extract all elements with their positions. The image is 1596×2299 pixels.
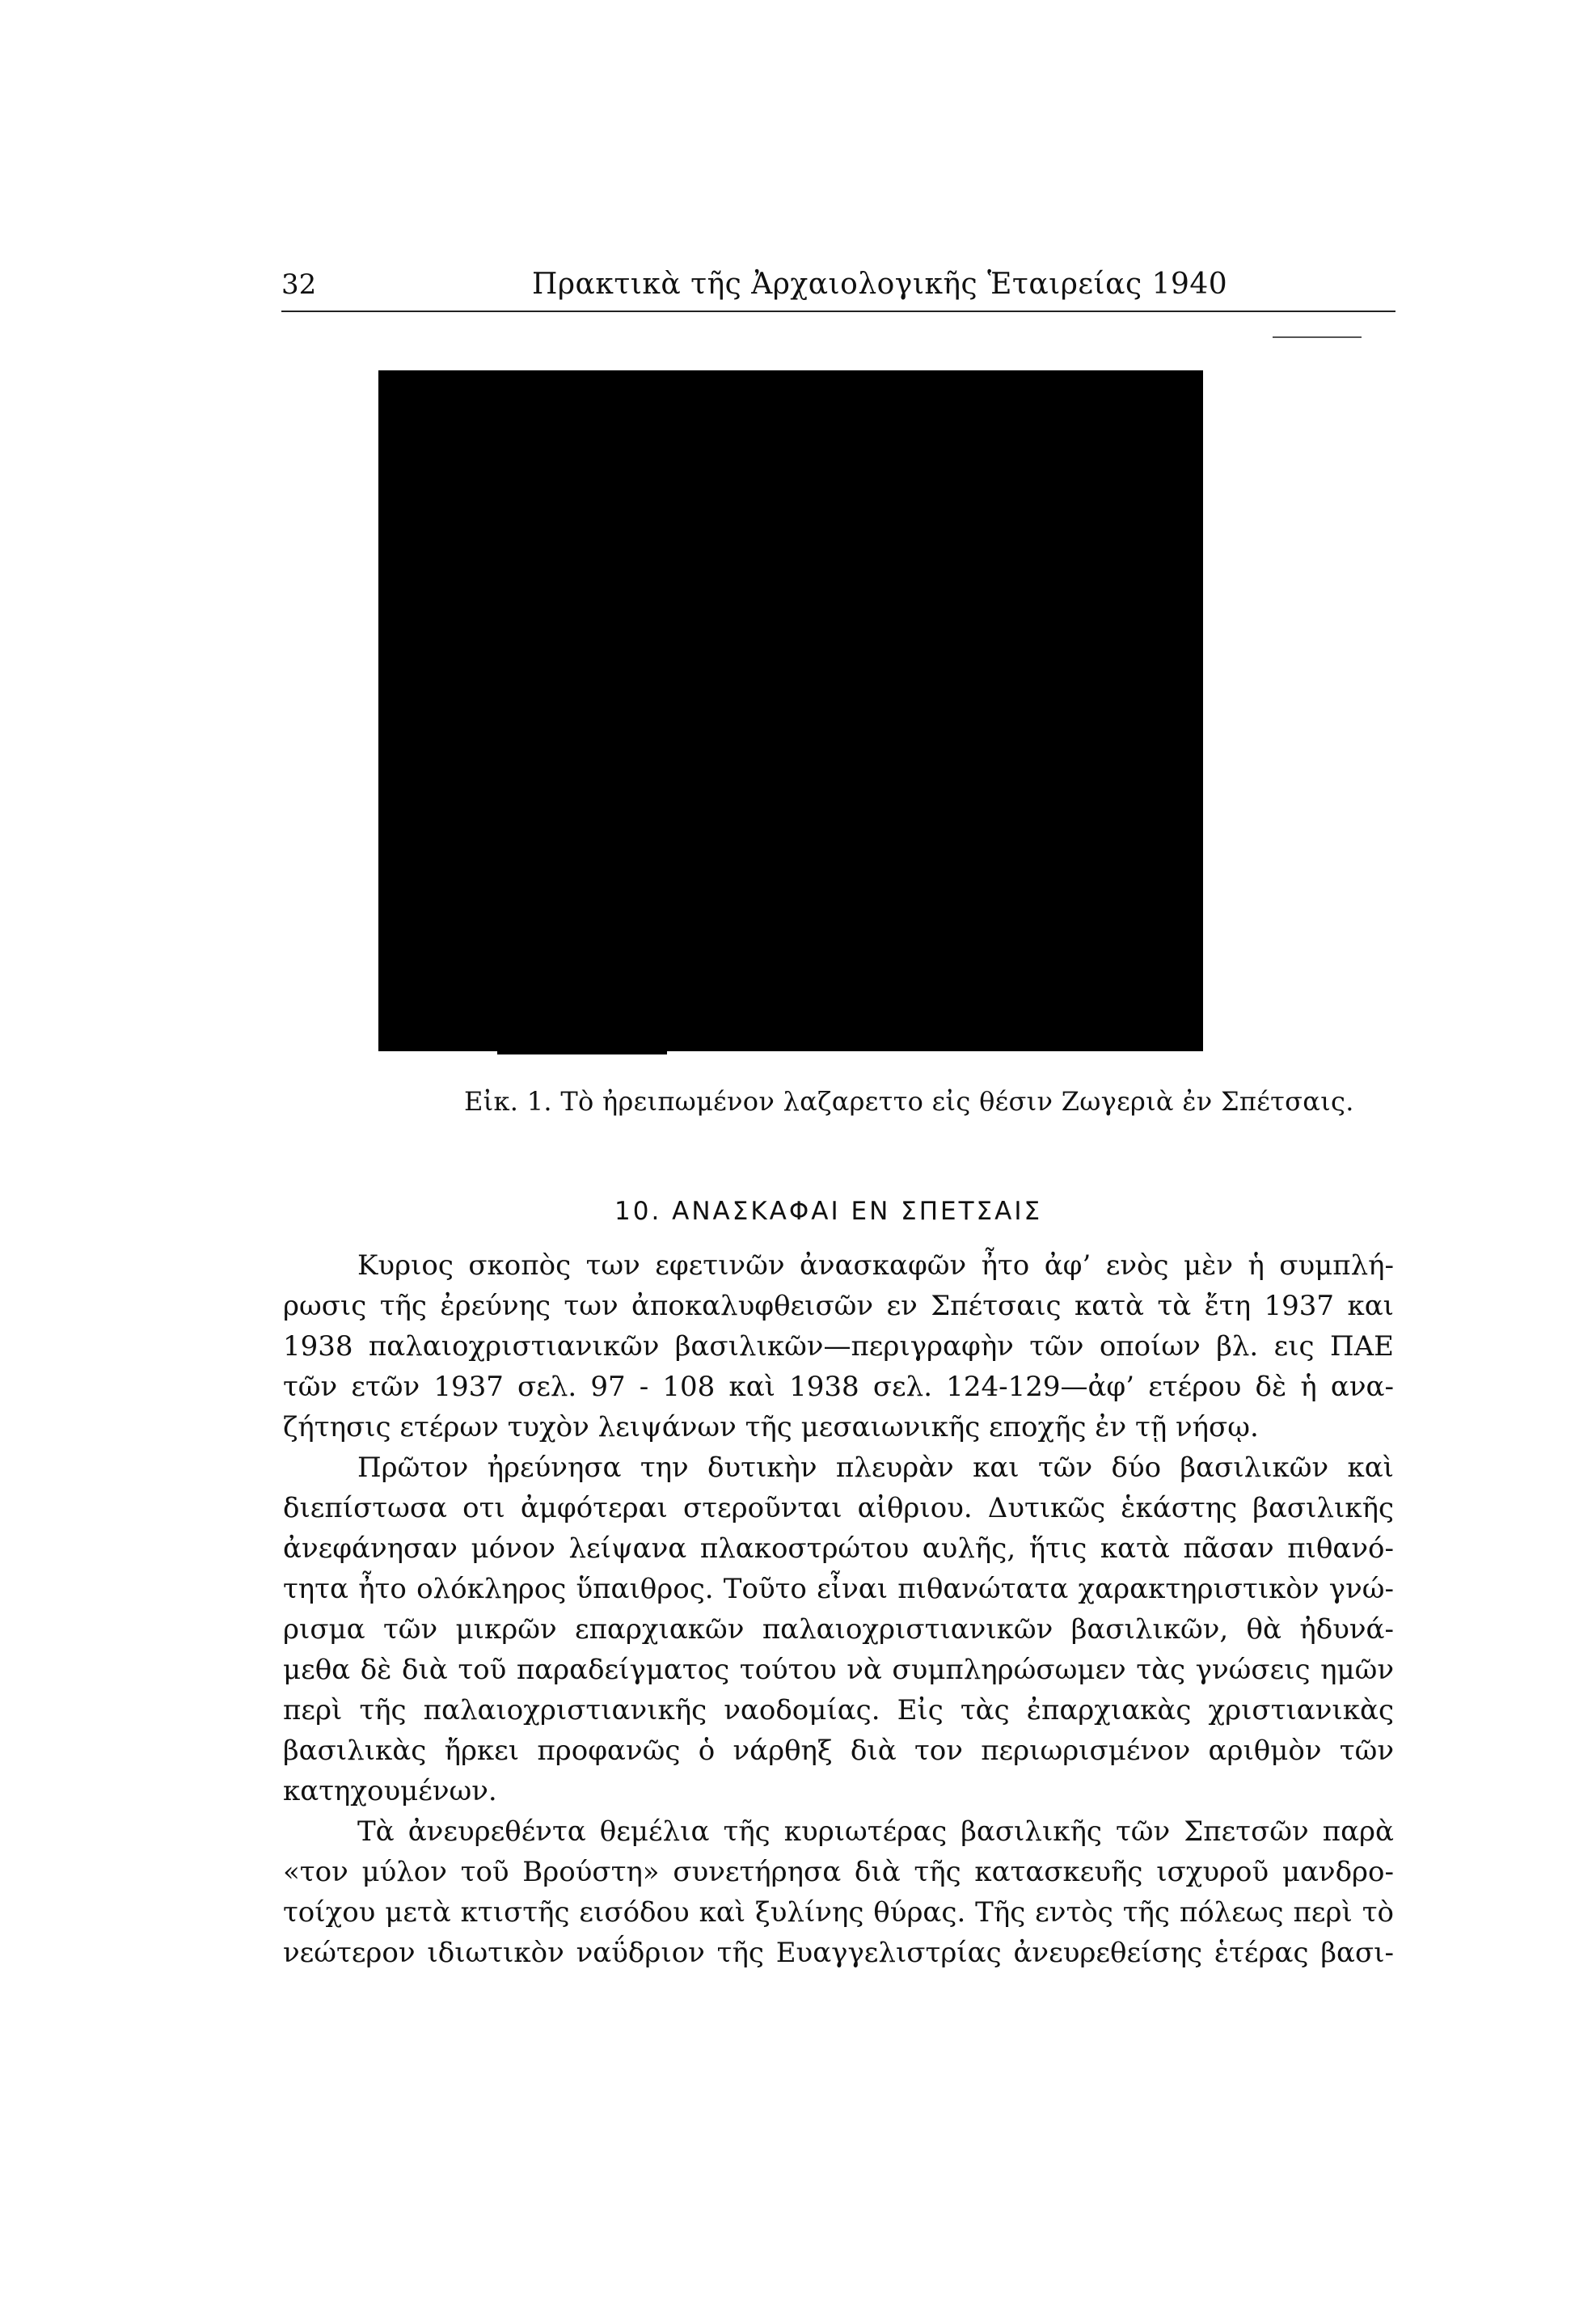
body-line: 1938 παλαιοχριστιανικῶν βασιλικῶν—περιγραφὴν τῶν οποίων βλ. εις ΠΑΕ	[283, 1330, 1394, 1363]
body-line: ἀνεφάνησαν μόνον λείψανα πλακοστρώτου αυλῆς, ἥτις κατὰ πᾶσαν πιθανό-	[283, 1532, 1394, 1565]
body-line: ρισμα τῶν μικρῶν επαρχιακῶν παλαιοχριστιανικῶν βασιλικῶν, θὰ ἠδυνά-	[283, 1613, 1394, 1646]
body-line: τοίχου μετὰ κτιστῆς εισόδου καὶ ξυλίνης θύρας. Τῆς εντὸς τῆς πόλεως περὶ τὸ	[283, 1896, 1394, 1929]
running-title: Πρακτικὰ τῆς Ἀρχαιολογικῆς Ἑταιρείας 1940	[532, 268, 1228, 301]
running-head	[281, 268, 1395, 312]
body-line: τῶν ετῶν 1937 σελ. 97 - 108 καὶ 1938 σελ. 124-129—ἀφ’ ετέρου δὲ ἡ ανα-	[283, 1371, 1394, 1403]
body-line: διεπίστωσα οτι ἀμφότεραι στεροῦνται αἰθριου. Δυτικῶς ἑκάστης βασιλικῆς	[283, 1492, 1394, 1524]
body-text	[283, 1245, 1394, 1973]
body-line: ρωσις τῆς ἐρεύνης των ἀποκαλυφθεισῶν εν Σπέτσαις κατὰ τὰ ἔτη 1937 και	[283, 1290, 1394, 1322]
body-line: περὶ τῆς παλαιοχριστιανικῆς ναοδομίας. Εἰς τὰς ἐπαρχιακὰς χριστιανικὰς	[283, 1694, 1394, 1726]
body-line: ζήτησις ετέρων τυχὸν λειψάνων τῆς μεσαιωνικῆς εποχῆς ἐν τῇ νήσῳ.	[283, 1411, 1259, 1443]
body-line: τητα ἦτο ολόκληρος ὕπαιθρος. Τοῦτο εἶναι πιθανώτατα χαρακτηριστικὸν γνώ-	[283, 1573, 1394, 1605]
section-heading: 10. ΑΝΑΣΚΑΦΑΙ ΕΝ ΣΠΕΤΣΑΙΣ	[614, 1197, 1043, 1226]
page-number: 32	[281, 268, 317, 301]
photo-bottom-edge-left	[497, 1042, 667, 1054]
body-line: Κυριος σκοπὸς των εφετινῶν ἀνασκαφῶν ἦτο ἀφ’ ενὸς μὲν ἡ συμπλή-	[357, 1249, 1394, 1282]
figure-caption: Εἰκ. 1. Τὸ ἠρειπωμένον λαζαρεττο εἰς θέσιν Ζωγεριὰ ἐν Σπέτσαις.	[464, 1086, 1354, 1117]
header-rule-mark	[1273, 336, 1362, 338]
body-line: κατηχουμένων.	[283, 1775, 497, 1807]
body-line: Πρῶτον ἠρεύνησα την δυτικὴν πλευρὰν και τῶν δύο βασιλικῶν καὶ	[357, 1452, 1394, 1484]
body-line: βασιλικὰς ἤρκει προφανῶς ὁ νάρθηξ διὰ τον περιωρισμένον αριθμὸν τῶν	[283, 1735, 1394, 1767]
body-line: νεώτερον ιδιωτικὸν ναΰδριον τῆς Ευαγγελιστρίας ἀνευρεθείσης ἑτέρας βασι-	[283, 1937, 1394, 1969]
body-line: μεθα δὲ διὰ τοῦ παραδείγματος τούτου νὰ συμπληρώσωμεν τὰς γνώσεις ημῶν	[283, 1654, 1394, 1686]
body-line: Τὰ ἀνευρεθέντα θεμέλια τῆς κυριωτέρας βασιλικῆς τῶν Σπετσῶν παρὰ	[357, 1815, 1394, 1848]
figure-photograph	[378, 370, 1203, 1051]
body-line: «τον μύλον τοῦ Βρούστη» συνετήρησα διὰ τῆς κατασκευῆς ισχυροῦ μανδρο-	[283, 1856, 1394, 1888]
photo-bottom-edge-right	[928, 1042, 1187, 1051]
